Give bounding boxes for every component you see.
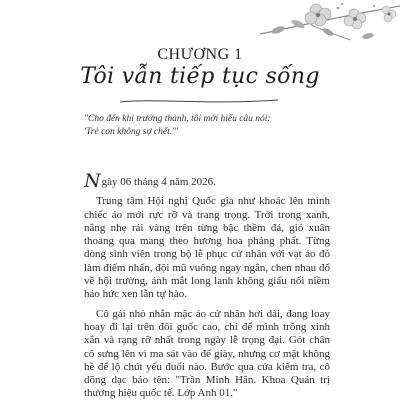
chapter-number: CHƯƠNG 1 xyxy=(157,46,243,63)
title-underline-icon xyxy=(116,96,282,106)
paragraph-date-text: gày 06 tháng 4 năm 2026. xyxy=(101,176,216,188)
epigraph-line: 'Trẻ con không sợ chết.'" xyxy=(84,127,179,137)
chapter-body xyxy=(84,170,330,400)
flower-branch-icon xyxy=(250,0,400,42)
chapter-title: Tôi vẫn tiếp tục sống xyxy=(80,64,320,89)
drop-initial: N xyxy=(84,170,101,192)
paragraph-date xyxy=(84,170,330,192)
epigraph-line: "Cho đến khi trưởng thành, tôi mới hiểu câu nói: xyxy=(84,114,271,124)
paragraph: Trung tâm Hội nghị Quốc gia như khoác lên mình chiếc áo mới rực rỡ và trang trọng. Trời trong xanh, nắng nhẹ rải vàng trên từng bậc thềm đá, gió xuân thoang qua mang theo hương hoa phảng phất. Từng dòng sinh viên trong bộ lễ phục cử nhân với vạt áo đỏ làm điểm nhấn, đội mũ vuông ngay ngắn, chen nhau đổ về hội trường, ánh mắt long lanh không giấu nổi niềm háo hức xen lẫn tự hào. xyxy=(84,195,330,301)
paragraph: Cô gái nhỏ nhắn mặc áo cử nhân hơi dài, đang loay hoay đi lại trên đôi guốc cao, chỉ để mình trông xinh xắn và rạng rỡ nhất trong ngày lễ trọng đại. Gót chân cô sưng lên vì ma sát vào đế giày, nhưng cơ mặt không hề để lộ chút yếu đuối nào. Bước qua cửa kiểm tra, cô dõng dạc báo tên: "Trần Minh Hân. Khoa Quản trị thương hiệu quốc tế. Lớp Anh 01." xyxy=(84,307,330,400)
epigraph xyxy=(84,113,324,139)
